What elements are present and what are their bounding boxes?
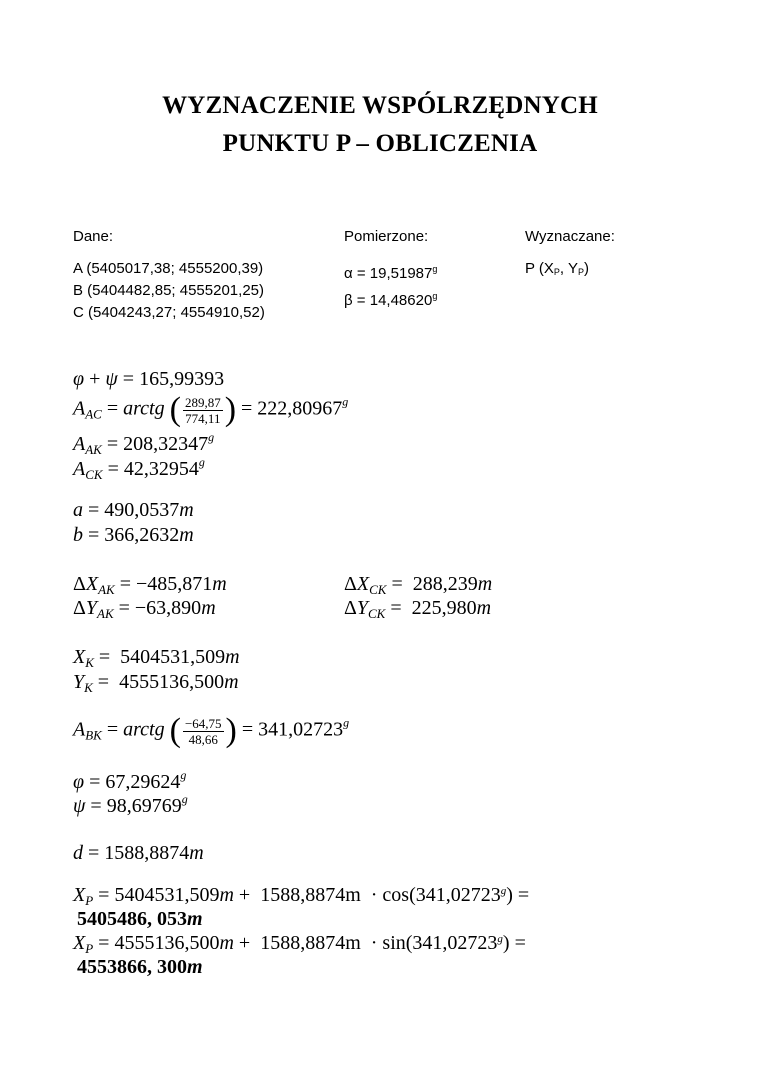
measured-alpha: α = 19,51987$^g$ — [344, 264, 438, 282]
eq-a: a = 490,0537m — [73, 499, 194, 521]
eq-yp: $X_P = 4555136,500m + 1588,8874m \cdot \sin(341,02723^g)$ = — [73, 932, 526, 956]
eq-dy-ak: $\Delta Y_{AK} = -63,890m$ — [73, 597, 216, 621]
page-title-line-2: PUNKTU P – OBLICZENIA — [222, 130, 538, 157]
eq-psi: ψ = 98,69769$^g$ — [73, 792, 188, 817]
result-yp: 4553866, 300m — [77, 956, 203, 978]
given-points — [73, 258, 265, 324]
header-wyznaczane: Wyznaczane: — [525, 228, 615, 245]
eq-dy-ck: $\Delta Y_{CK} = 225,980m$ — [344, 597, 492, 621]
eq-d: d = 1588,8874m — [73, 842, 204, 864]
eq-yk: $Y_K = 4555136,500m$ — [73, 671, 239, 695]
measured-angles — [344, 258, 437, 312]
given-point-c: C (5404243,27; 4554910,52) — [73, 304, 265, 321]
fraction-ac: $\frac{289,87}{774,11}$ — [184, 394, 221, 426]
fraction-bk: $\frac{-64,75}{48,66}$ — [184, 715, 222, 747]
eq-azimuth-ac: $A_{AC}$ = arctg ( $\frac{289,87}{774,11}$ ) = 222,80967$^g$ — [73, 391, 349, 428]
page-title-line-1: WYZNACZENIE WSPÓLRZĘDNYCH — [162, 92, 598, 119]
eq-azimuth-ck: $A_{CK} = 42,32954^g$ — [73, 455, 205, 482]
eq-xk: $X_K = 5404531,509m$ — [73, 646, 240, 670]
result-xp: 5405486, 053m — [77, 908, 203, 930]
eq-phi: φ = 67,29624$^g$ — [73, 768, 187, 793]
determined-point: P ($X_P$, $Y_P$) — [525, 260, 590, 277]
measured-beta: β = 14,48620$^g$ — [344, 291, 438, 309]
eq-phi-plus-psi: φ + ψ = 165,99393 — [73, 368, 225, 390]
eq-azimuth-bk: $A_{BK}$ = arctg ( $\frac{-64,75}{48,66}$ ) = 341,02723$^g$ — [73, 712, 350, 749]
eq-b: b = 366,2632m — [73, 524, 194, 546]
given-point-b: B (5404482,85; 4555201,25) — [73, 282, 264, 299]
eq-dx-ak: $\Delta X_{AK} = -485,871m$ — [73, 573, 227, 597]
given-point-a: A (5405017,38; 4555200,39) — [73, 260, 264, 277]
eq-azimuth-ak: $A_{AK} = 208,32347^g$ — [73, 430, 215, 457]
eq-dx-ck: $\Delta X_{CK} = 288,239m$ — [344, 573, 493, 597]
header-pomierzone: Pomierzone: — [344, 228, 429, 245]
eq-xp: $X_P = 5404531,509m + 1588,8874m \cdot \cos(341,02723^g)$ = — [73, 884, 530, 908]
header-dane: Dane: — [73, 228, 114, 245]
